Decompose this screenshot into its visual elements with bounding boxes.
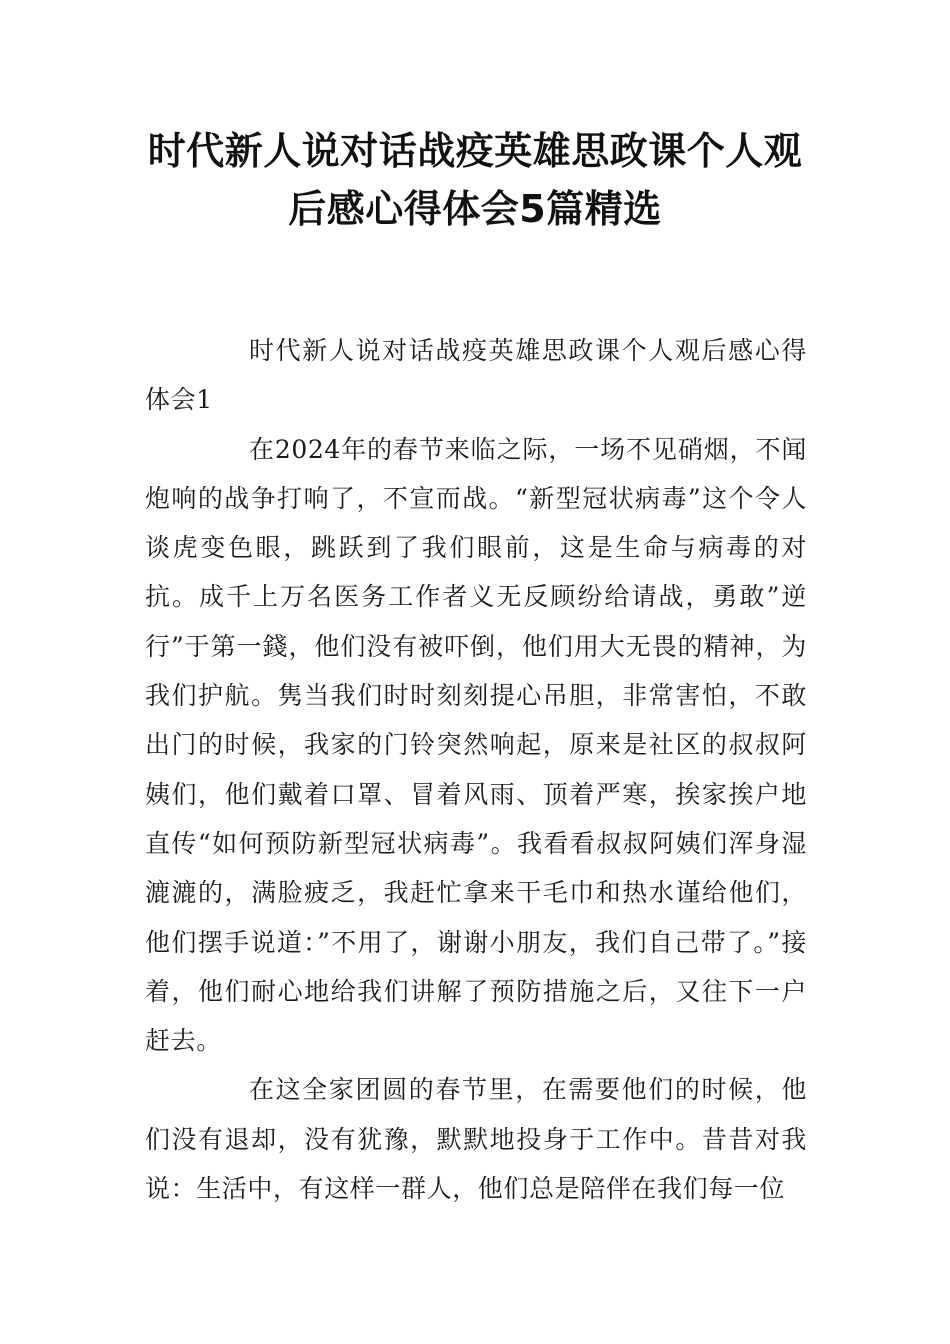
document-title — [120, 122, 830, 238]
title-line-2: 后感心得体会5篇精选 — [288, 187, 662, 231]
document-body — [145, 326, 807, 1213]
title-line-1: 时代新人说对话战疫英雄思政课个人观 — [147, 129, 803, 173]
paragraph-2: 在这全家团圆的春节里，在需要他们的时候，他们没有退却，没有犹豫，默默地投身于工作中。昔昔对我说：生活中，有这样一群人，他们总是陪伴在我们每一位 — [145, 1075, 807, 1204]
paragraph-1: 在2024年的春节来临之际，一场不见硝烟，不闻炮响的战争打响了，不宣而战。“新型冠状病毒”这个令人谈虎变色眼，跳跃到了我们眼前，这是生命与病毒的对抗。成千上万名医务工作者义无反顾纷给请战，勇敢”逆行”于第一錢，他们没有被吓倒，他们用大无畏的精神，为我们护航。隽当我们时时刻刻提心吊胆，非常害怕，不敢出门的时候，我家的门铃突然响起，原来是社区的叔叔阿姨们，他们戴着口罩、冒着风雨、顶着严寒，挨家挨户地直传“如何预防新型冠状病毒”。我看看叔叔阿姨们浑身湿漉漉的，满脸疲乏，我赶忙拿来干毛巾和热水谨给他们，他们摆手说道：”不用了，谢谢小朋友，我们自己带了。”接着，他们耐心地给我们讲解了预防措施之后，又往下一户赶去。 — [145, 434, 807, 1056]
section-heading: 时代新人说对话战疫英雄思政课个人观后感心得体会1 — [145, 336, 807, 415]
